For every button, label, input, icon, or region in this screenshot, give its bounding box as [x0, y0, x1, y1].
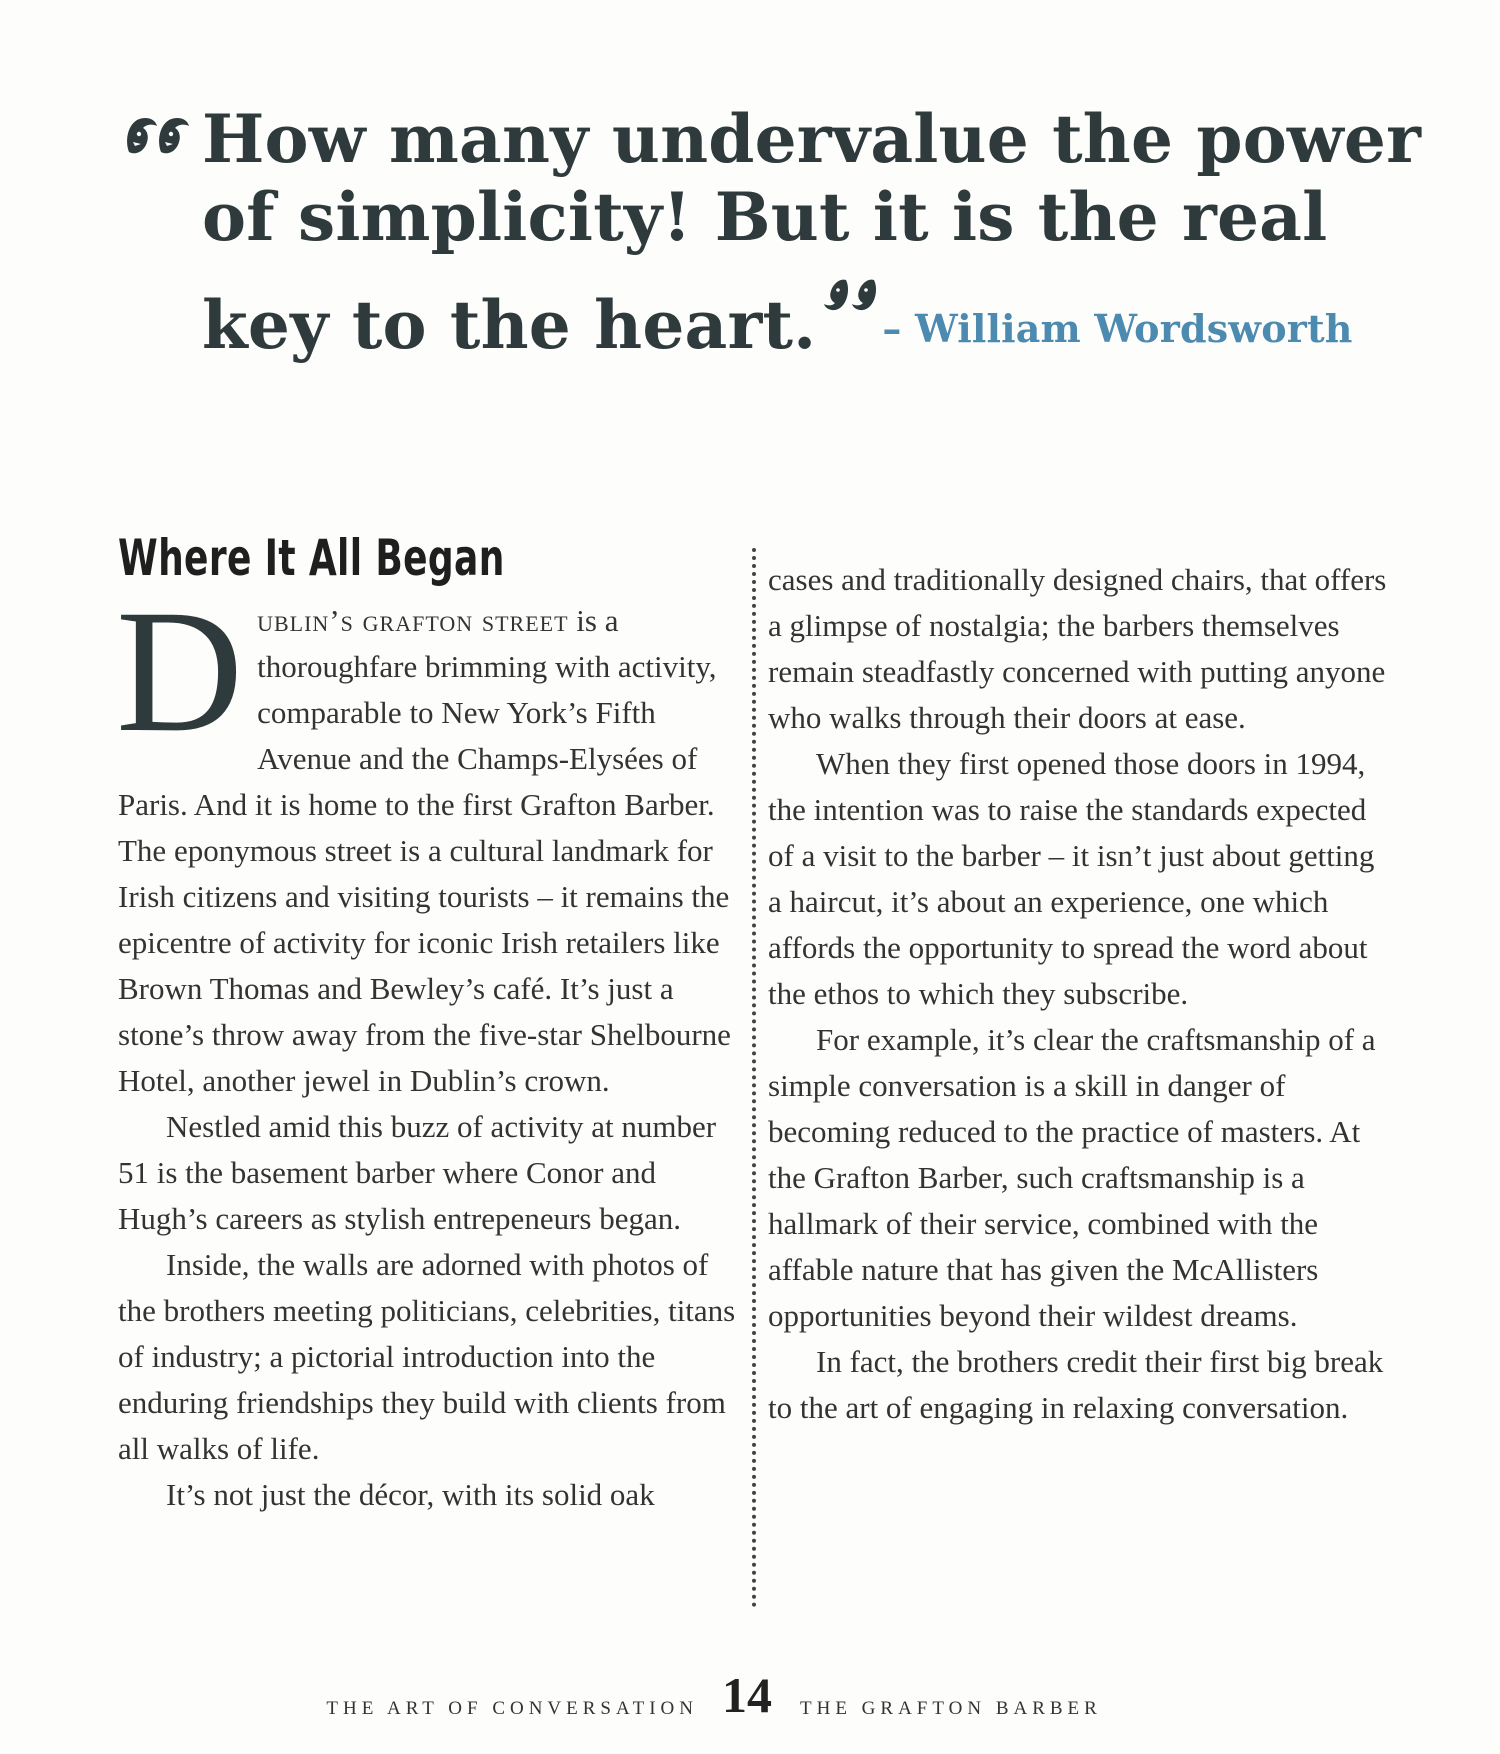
body-paragraph: Inside, the walls are adorned with photos of the brothers meeting politicians, celebrities, titans of industry; a pictorial introduction into the enduring friendships they build with clients from all walks of life. [118, 1247, 736, 1466]
body-paragraph: When they first opened those doors in 1994, the intention was to raise the standards expected of a visit to the barber – it isn’t just about getting a haircut, it’s about an experience, one which affords the opportunity to spread the word about the ethos to which they subscribe. [768, 746, 1375, 1011]
page-number: 14 [722, 1667, 772, 1723]
quote-line-3: key to the heart. [202, 286, 817, 364]
page-footer [0, 1667, 1500, 1732]
lead-text: is a thoroughfare brimming with activity, comparable to New York’s Fifth Avenue and the Champs-Elysées of Paris. And it is home to the first Grafton Barber. The eponymous street is a cultural landmark for Irish citizens and visiting tourists – it remains the epicentre of activity for iconic Irish retailers like Brown Thomas and Bewley’s café. It’s just a stone’s throw away from the five-star Shelbourne Hotel, another jewel in Dublin’s crown. [118, 603, 731, 1098]
footer-brand: THE GRAFTON BARBER [800, 1698, 1102, 1719]
body-paragraph: Nestled amid this buzz of activity at number 51 is the basement barber where Conor and Hugh’s careers as stylish entrepeneurs began. [118, 1109, 717, 1236]
column-divider [752, 548, 756, 1608]
body-paragraph: In fact, the brothers credit their first big break to the art of engaging in relaxing conversation. [768, 1344, 1384, 1425]
body-paragraph: It’s not just the décor, with its solid oak [166, 1477, 655, 1512]
quote-line-1: How many undervalue the power [202, 100, 1422, 178]
lead-smallcaps: ublin’s grafton street [257, 603, 569, 638]
section-heading: Where It All Began [118, 529, 505, 587]
lead-paragraph [116, 574, 738, 1104]
pull-quote [120, 100, 1422, 368]
article-column-right [768, 557, 1388, 1431]
footer-publication-title: THE ART OF CONVERSATION [326, 1698, 698, 1719]
body-paragraph: For example, it’s clear the craftsmanship of a simple conversation is a skill in danger of becoming reduced to the practice of masters. At the Grafton Barber, such craftsmanship is a hallmark of their service, combined with the affable nature that has given the McAllisters opportunities beyond their wildest dreams. [768, 1022, 1376, 1333]
open-quote-faces-icon [123, 112, 193, 166]
quote-attribution: – William Wordsworth [882, 306, 1353, 351]
quote-line-2: of simplicity! But it is the real [202, 178, 1328, 256]
article-column-left [118, 528, 738, 1518]
close-quote-faces-icon [818, 256, 878, 300]
body-paragraph-continuation: cases and traditionally designed chairs, that offers a glimpse of nostalgia; the barbers themselves remain steadfastly concerned with putting anyone who walks through their doors at ease. [768, 562, 1387, 735]
drop-cap: D [116, 574, 244, 769]
